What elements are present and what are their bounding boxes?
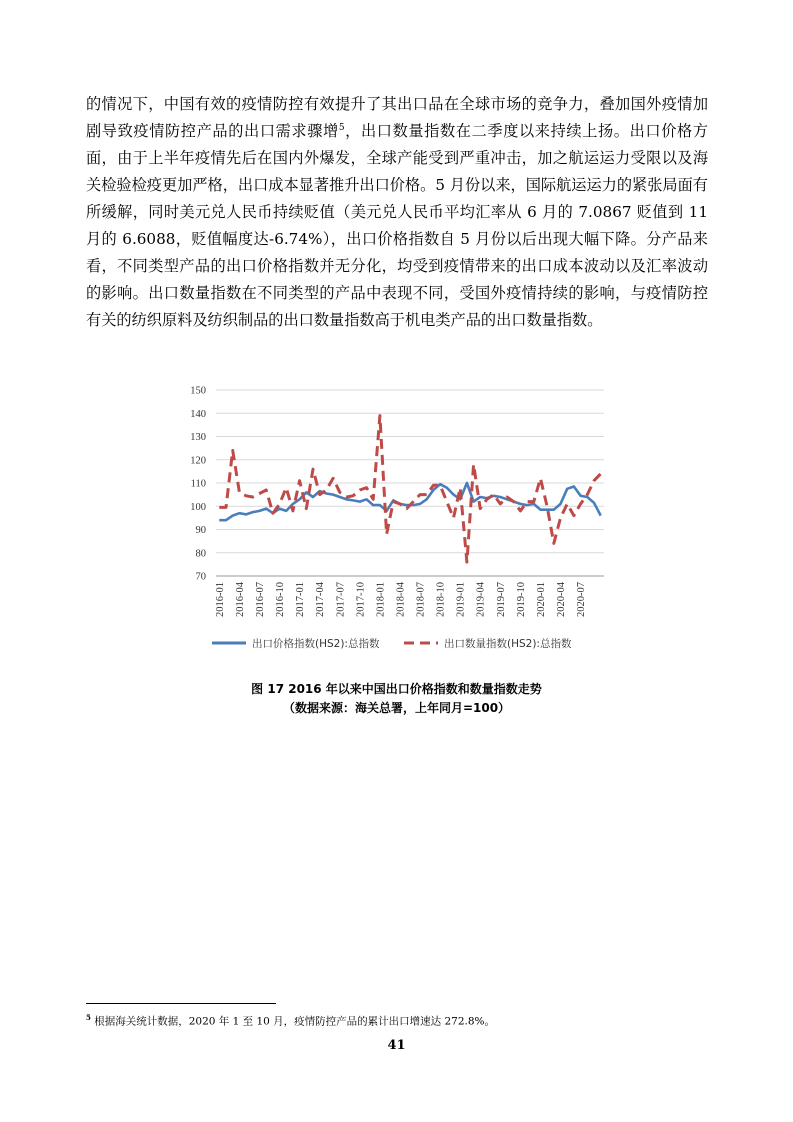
x-axis [215, 581, 587, 617]
y-axis [190, 386, 206, 583]
x-tick-label: 2016-07 [254, 582, 266, 617]
series-lines [219, 416, 600, 562]
x-tick-label: 2016-10 [275, 582, 287, 617]
body-text-part2: ，出口数量指数在二季度以来持续上扬。出口价格方面，由于上半年疫情先后在国内外爆发，全球产能受到严重冲击，加之航运运力受限以及海关检验检疫更加严格，出口成本显著推升出口价格。5 月份以来，国际航运运力的紧张局面有所缓解，同时美元兑人民币持续贬值（美元兑人民币平均汇率从 6 月的 7.0867 贬值到 11 月的 6.6088，贬值幅度达-6.74%），出口价格指数自 5 月份以后出现大幅下降。分产品来看，不同类型产品的出口价格指数并无分化，均受到疫情带来的出口成本波动以及汇率波动的影响。出口数量指数在不同类型的产品中表现不同，受国外疫情持续的影响，与疫情防控有关的纺织原料及纺织制品的出口数量指数高于机电类产品的出口数量指数。 [86, 122, 709, 329]
grid-lines [216, 390, 604, 576]
footnote-divider [86, 1003, 276, 1004]
body-text-part1: 的情况下，中国有效的疫情防控有效提升了其出口品在全球市场的竞争力，叠加国外疫情加剧导致疫情防控产品的出口需求骤增 [86, 95, 708, 140]
x-tick-label: 2020-01 [535, 582, 547, 617]
x-tick-label: 2016-01 [214, 582, 226, 617]
y-tick-label: 120 [190, 455, 206, 467]
x-tick-label: 2018-01 [375, 582, 387, 617]
x-tick-label: 2017-04 [315, 582, 327, 617]
y-tick-label: 140 [190, 408, 206, 420]
y-tick-label: 70 [195, 571, 206, 583]
x-tick-label: 2020-04 [556, 582, 568, 617]
page-number: 41 [387, 1038, 406, 1053]
y-tick-label: 110 [190, 478, 206, 490]
footnote-reference[interactable]: 5 [338, 122, 345, 133]
x-tick-label: 2016-04 [234, 582, 246, 617]
x-tick-label: 2019-10 [515, 582, 527, 617]
series-line-2 [219, 416, 600, 562]
footnote-marker: 5 [86, 1013, 91, 1022]
figure-caption-title: 图 17 2016 年以来中国出口价格指数和数量指数走势 [251, 682, 542, 696]
body-paragraph [86, 91, 708, 334]
x-tick-label: 2018-10 [435, 582, 447, 617]
y-tick-label: 90 [195, 525, 206, 536]
x-tick-label: 2019-01 [455, 582, 467, 617]
footnote-text: 根据海关统计数据，2020 年 1 至 10 月，疫情防控产品的累计出口增速达 272.8%。 [90, 1015, 496, 1028]
figure-caption-source: （数据来源：海关总署，上年同月=100） [282, 701, 511, 715]
y-tick-label: 80 [195, 548, 206, 560]
footnote [86, 1011, 495, 1029]
x-tick-label: 2019-07 [495, 582, 507, 617]
y-tick-label: 150 [190, 385, 206, 397]
x-tick-label: 2017-07 [335, 582, 347, 617]
line-chart [172, 376, 622, 661]
x-tick-label: 2019-04 [475, 582, 487, 617]
legend-label-2: 出口数量指数(HS2):总指数 [444, 638, 572, 650]
legend [212, 637, 572, 650]
x-tick-label: 2017-10 [355, 582, 367, 617]
x-tick-label: 2018-04 [395, 582, 407, 617]
y-tick-label: 100 [190, 501, 206, 513]
figure-17-chart [172, 376, 622, 661]
x-tick-label: 2017-01 [295, 582, 307, 617]
x-tick-label: 2020-07 [576, 582, 588, 617]
y-tick-label: 130 [190, 432, 206, 443]
x-tick-label: 2018-07 [415, 582, 427, 617]
legend-label-1: 出口价格指数(HS2):总指数 [252, 638, 380, 650]
